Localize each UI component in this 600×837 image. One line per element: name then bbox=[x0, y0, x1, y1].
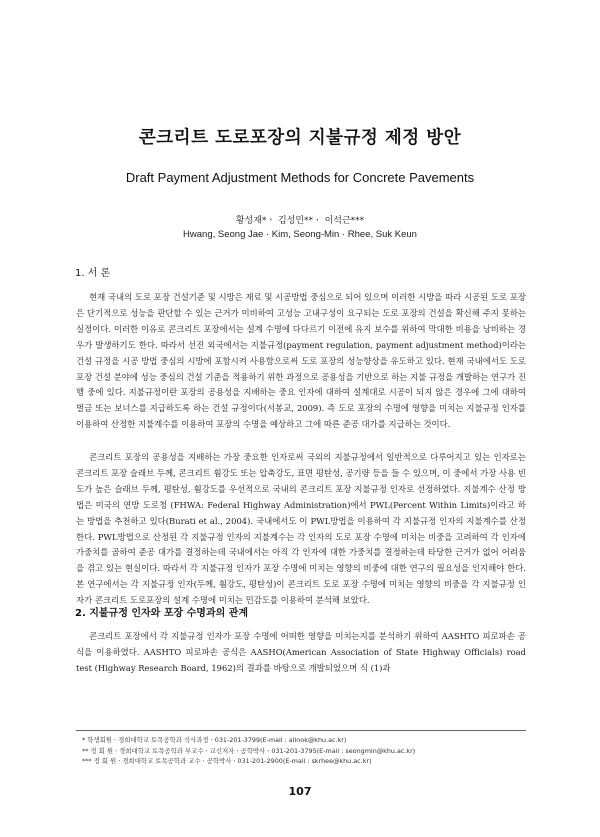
section-heading-relationship: 2. 지불규정 인자와 포장 수명과의 관계 bbox=[75, 608, 249, 619]
footnotes bbox=[82, 735, 526, 767]
authors-korean: 황성재*ㆍ 김성민**ㆍ 이석근*** bbox=[235, 216, 365, 226]
paper-subtitle: Draft Payment Adjustment Methods for Concrete Pavements bbox=[125, 170, 475, 185]
footnote bbox=[82, 756, 526, 767]
footnote-text: ** 정 회 원ㆍ경희대학교 토목공학과 부교수ㆍ교신저자ㆍ공학박사ㆍ031-201-3795(E-mail : seongmin@khu.ac.kr) bbox=[82, 746, 416, 755]
authors-english: Hwang, Seong Jae · Kim, Seong-Min · Rhee, Suk Keun bbox=[183, 229, 417, 240]
footnote-text: * 학생회원ㆍ경희대학교 토목공학과 석사과정ㆍ031-201-3799(E-mail : allnok@khu.ac.kr) bbox=[82, 736, 347, 744]
footnote-text: *** 정 회 원ㆍ경희대학교 토목공학과 교수ㆍ공학박사ㆍ031-201-2900(E-mail : skrhee@khu.ac.kr) bbox=[82, 757, 372, 765]
footnote bbox=[82, 735, 526, 746]
section-heading-introduction: 1. 서 론 bbox=[75, 268, 111, 279]
page-number: 107 bbox=[288, 785, 312, 798]
paragraph: 콘크리트 포장의 공용성을 지배하는 가장 중요한 인자로써 국외의 지불규정에서 일반적으로 다루어지고 있는 인자로는 콘크리트 포장 슬래브 두께, 콘크리트 휨강도 또는 압축강도, 표면 평탄성, 공기량 등을 들 수 있으며, 이 중에서 가장 사용 빈도가 높은 슬래브 두께, 평탄성, 휨강도를 우선적으로 국내의 콘크리트 포장 지불규정 인자로 선정하였다. 지불계수 산정 방법은 미국의 연방 도로청 (FHWA: Federal Highway Administration)에서 PWL(Percent Within Limits)이라고 하는 방법을 추천하고 있다(Burati et al., 2004). 국내에서도 이 PWL방법을 이용하여 각 지불규정 인자의 지불계수를 산정한다. PWL방법으로 산정된 각 지불규정 인자의 지불계수는 각 인자의 도로 포장 수명에 미치는 비중을 고려하여 각 인자에 가중치를 곱하여 준공 대가를 결정하는데 국내에서는 아직 각 인자에 대한 가중치를 결정하는데 타당한 근거가 없어 어려움을 겪고 있는 현실이다. 따라서 각 지불규정 인자가 포장 수명에 미치는 영향의 비중에 대한 연구의 필요성을 인지해야 한다. 본 연구에서는 각 지불규정 인자(두께, 휨강도, 평탄성)이 콘크리트 도로 포장 수명에 미치는 영향의 비중을 각 지불규정 인자가 콘크리트 도로포장의 설계 수명에 미치는 민감도를 이용하여 분석해 보았다. bbox=[76, 452, 526, 606]
footnote bbox=[82, 746, 526, 757]
paragraph: 현재 국내의 도로 포장 건설기준 및 시방은 재료 및 시공방법 중심으로 되어 있으며 이러한 시방을 따라 시공된 도로 포장은 단기적으로 성능을 판단할 수 있는 근거가 미비하여 고성능 고내구성이 요구되는 도로 포장의 건설을 확신해 주지 못하는 실정이다. 이러한 이유로 콘크리트 포장에서는 설계 수명에 다다르기 이전에 유지 보수를 위하여 막대한 비용을 낭비하는 경우가 발생하기도 한다. 따라서 선진 외국에서는 지불규정(payment regulation, payment adjustment method)이라는 건설 규정을 시공 방법 중심의 시방에 포함시켜 사용함으로써 도로 포장의 성능향상을 유도하고 있다. 현재 국내에서도 도로 포장 건설 분야에 성능 중심의 건설 기준을 적용하기 위한 과정으로 공용성을 기반으로 하는 지불 규정을 개발하는 연구가 진행 중에 있다. 지불규정이란 포장의 공용성을 지배하는 중요 인자에 대하여 설계대로 시공이 되지 않은 경우에 그에 대하여 벌금 또는 보너스를 지급하도록 하는 건설 규정이다(서봉교, 2009). 즉 도로 포장의 수명에 영향을 미치는 지불규정 인자를 이용하여 산정한 지불계수를 이용하여 포장의 수명을 예상하고 그에 따른 준공 대가를 지급하는 것이다. bbox=[76, 292, 526, 430]
paper-title: 콘크리트 도로포장의 지불규정 제정 방안 bbox=[138, 128, 462, 148]
footnote-divider bbox=[76, 730, 526, 731]
paragraph: 콘크리트 포장에서 각 지불규정 인자가 포장 수명에 어떠한 영향을 미치는지를 분석하기 위하여 AASHTO 피로파손 공식을 이용하였다. AASHTO 피로파손 공식은 AASHO(American Association of State Highway Officials) road test (Highway Research Board, 1962)의 결과를 바탕으로 개발되었으며 식 (1)과 bbox=[76, 631, 526, 673]
